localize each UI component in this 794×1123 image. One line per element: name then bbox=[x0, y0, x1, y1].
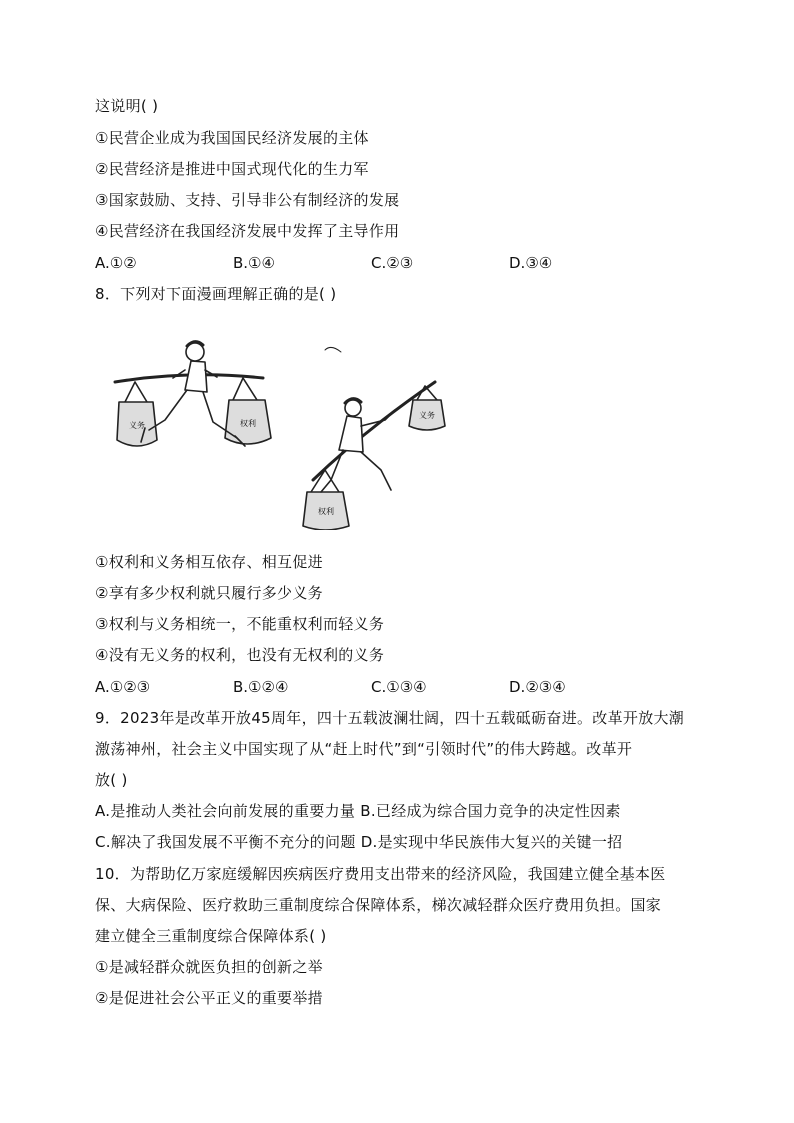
q10-stem-line-1: 10．为帮助亿万家庭缓解因疾病医疗费用支出带来的经济风险，我国建立健全基本医 bbox=[95, 865, 666, 883]
q8-option-d: D.②③④ bbox=[509, 678, 566, 696]
q7-option-b: B.①④ bbox=[233, 254, 275, 272]
rights-duties-cartoon bbox=[95, 330, 475, 530]
q9-stem-line-3: 放( ) bbox=[95, 771, 128, 789]
q7-stem-end: 这说明( ) bbox=[95, 97, 159, 115]
q10-stem-line-2: 保、大病保险、医疗救助三重制度综合保障体系，梯次减轻群众医疗费用负担。国家 bbox=[95, 896, 662, 914]
q9-stem-line-1: 9．2023年是改革开放45周年，四十五载波澜壮阔，四十五载砥砺奋进。改革开放大潮 bbox=[95, 709, 685, 727]
q8-option-c: C.①③④ bbox=[371, 678, 427, 696]
left-bag-duty-label: 义务 bbox=[129, 421, 145, 430]
q7-option-d: D.③④ bbox=[509, 254, 553, 272]
q10-item-1: ①是减轻群众就医负担的创新之举 bbox=[95, 958, 323, 976]
q8-item-3: ③权利与义务相统一，不能重权利而轻义务 bbox=[95, 615, 385, 633]
left-bag-right-label: 权利 bbox=[240, 419, 256, 428]
q7-item-1: ①民营企业成为我国国民经济发展的主体 bbox=[95, 129, 369, 147]
q8-options bbox=[95, 677, 715, 697]
right-bag-duty-label: 义务 bbox=[419, 411, 435, 420]
q10-stem-line-3: 建立健全三重制度综合保障体系( ) bbox=[95, 927, 327, 945]
q9-options-cd: C.解决了我国发展不平衡不充分的问题 D.是实现中华民族伟大复兴的关键一招 bbox=[95, 833, 623, 851]
q8-item-4: ④没有无义务的权利，也没有无权利的义务 bbox=[95, 646, 385, 664]
q10-item-2: ②是促进社会公平正义的重要举措 bbox=[95, 989, 323, 1007]
q7-item-3: ③国家鼓励、支持、引导非公有制经济的发展 bbox=[95, 191, 400, 209]
q8-option-a: A.①②③ bbox=[95, 678, 151, 696]
balanced-carrier-figure bbox=[115, 342, 271, 446]
q8-option-b: B.①②④ bbox=[233, 678, 289, 696]
q9-options-ab: A.是推动人类社会向前发展的重要力量 B.已经成为综合国力竞争的决定性因素 bbox=[95, 802, 621, 820]
q8-item-2: ②享有多少权利就只履行多少义务 bbox=[95, 584, 323, 602]
q8-stem: 8．下列对下面漫画理解正确的是( ) bbox=[95, 285, 337, 303]
q9-stem-line-2: 激荡神州，社会主义中国实现了从“赶上时代”到“引领时代”的伟大跨越。改革开 bbox=[95, 740, 633, 758]
q7-option-a: A.①② bbox=[95, 254, 137, 272]
q7-option-c: C.②③ bbox=[371, 254, 414, 272]
q8-item-1: ①权利和义务相互依存、相互促进 bbox=[95, 553, 323, 571]
q7-item-2: ②民营经济是推进中国式现代化的生力军 bbox=[95, 160, 369, 178]
q7-options bbox=[95, 253, 715, 273]
right-bag-right-label: 权利 bbox=[318, 507, 334, 516]
q7-item-4: ④民营经济在我国经济发展中发挥了主导作用 bbox=[95, 222, 400, 240]
unbalanced-carrier-figure bbox=[303, 347, 445, 530]
